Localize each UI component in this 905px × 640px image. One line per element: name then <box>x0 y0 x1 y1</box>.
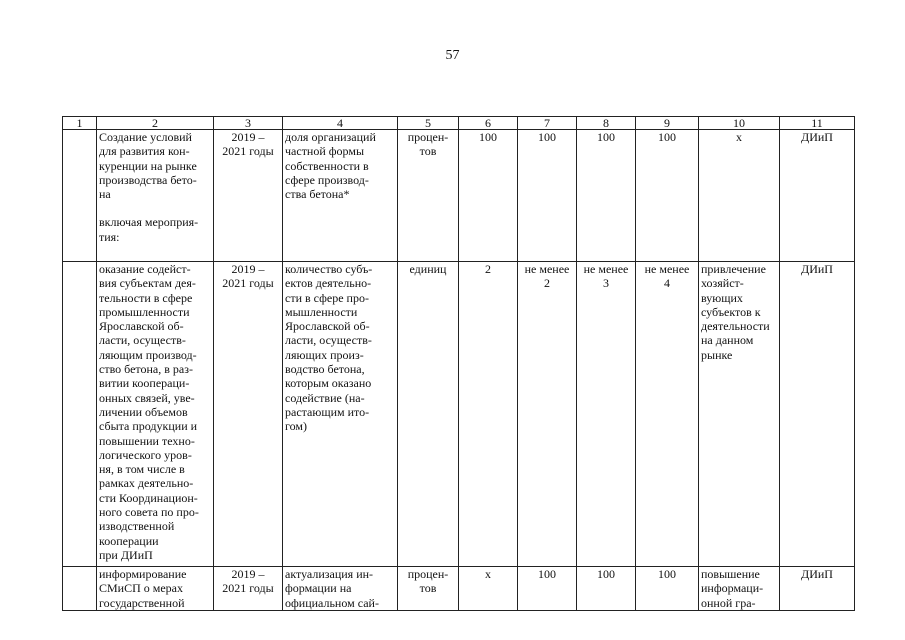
indicator-cell: актуализация ин- формации на официальном сай- <box>283 567 398 611</box>
result-cell: х <box>699 130 780 262</box>
row-number-cell <box>63 262 97 567</box>
measure-cell: оказание содейст- вия субъектам дея- тельности в сфере промышленности Ярославской об- ласти, осуществ- ляющим производ- ство бетона, в раз- витии коопераци- онных связей, уве- личении объемов сбыта продукции и повышении техно- логического уров- ня, в том числе в рамках деятельно- сти Координацион- ного совета по про- изводственной кооперации при ДИиП <box>97 262 214 567</box>
row-number-cell <box>63 567 97 611</box>
value-cell-7: не менее 2 <box>518 262 577 567</box>
header-cell-3: 3 <box>214 117 283 130</box>
measure-cell: информирование СМиСП о мерах государственной <box>97 567 214 611</box>
period-cell: 2019 – 2021 годы <box>214 262 283 567</box>
period-cell: 2019 – 2021 годы <box>214 130 283 262</box>
value-cell-7: 100 <box>518 130 577 262</box>
value-cell-7: 100 <box>518 567 577 611</box>
row-number-cell <box>63 130 97 262</box>
header-cell-6: 6 <box>459 117 518 130</box>
header-cell-2: 2 <box>97 117 214 130</box>
value-cell-6: 2 <box>459 262 518 567</box>
value-cell-6: 100 <box>459 130 518 262</box>
measure-cell <box>97 130 214 262</box>
measures-table <box>62 116 855 611</box>
header-row <box>63 117 855 130</box>
unit-cell: процен- тов <box>398 567 459 611</box>
value-cell-9: 100 <box>636 130 699 262</box>
header-cell-10: 10 <box>699 117 780 130</box>
value-cell-8: 100 <box>577 130 636 262</box>
page-number: 57 <box>445 48 460 63</box>
measure-text: Создание условий для развития кон- куренции на рынке производства бето- на <box>99 130 197 202</box>
unit-cell: процен- тов <box>398 130 459 262</box>
value-cell-9: не менее 4 <box>636 262 699 567</box>
result-cell: повышение информаци- онной гра- <box>699 567 780 611</box>
header-cell-5: 5 <box>398 117 459 130</box>
responsible-cell: ДИиП <box>780 130 855 262</box>
period-cell: 2019 – 2021 годы <box>214 567 283 611</box>
header-cell-1: 1 <box>63 117 97 130</box>
table-row <box>63 567 855 611</box>
responsible-cell: ДИиП <box>780 262 855 567</box>
value-cell-9: 100 <box>636 567 699 611</box>
responsible-cell: ДИиП <box>780 567 855 611</box>
indicator-cell: доля организаций частной формы собственности в сфере производ- ства бетона* <box>283 130 398 262</box>
table-row <box>63 130 855 262</box>
value-cell-6: х <box>459 567 518 611</box>
value-cell-8: 100 <box>577 567 636 611</box>
header-cell-7: 7 <box>518 117 577 130</box>
measure-subtext: включая мероприя- тия: <box>99 215 199 244</box>
header-cell-8: 8 <box>577 117 636 130</box>
header-cell-4: 4 <box>283 117 398 130</box>
indicator-cell: количество субъ- ектов деятельно- сти в сфере про- мышленности Ярославской об- ласти, осуществ- ляющих произ- водство бетона, которым оказано содействие (на- растающим ито- гом) <box>283 262 398 567</box>
unit-cell: единиц <box>398 262 459 567</box>
header-cell-11: 11 <box>780 117 855 130</box>
value-cell-8: не менее 3 <box>577 262 636 567</box>
header-cell-9: 9 <box>636 117 699 130</box>
table-row <box>63 262 855 567</box>
result-cell: привлечение хозяйст- вующих субъектов к деятельности на данном рынке <box>699 262 780 567</box>
